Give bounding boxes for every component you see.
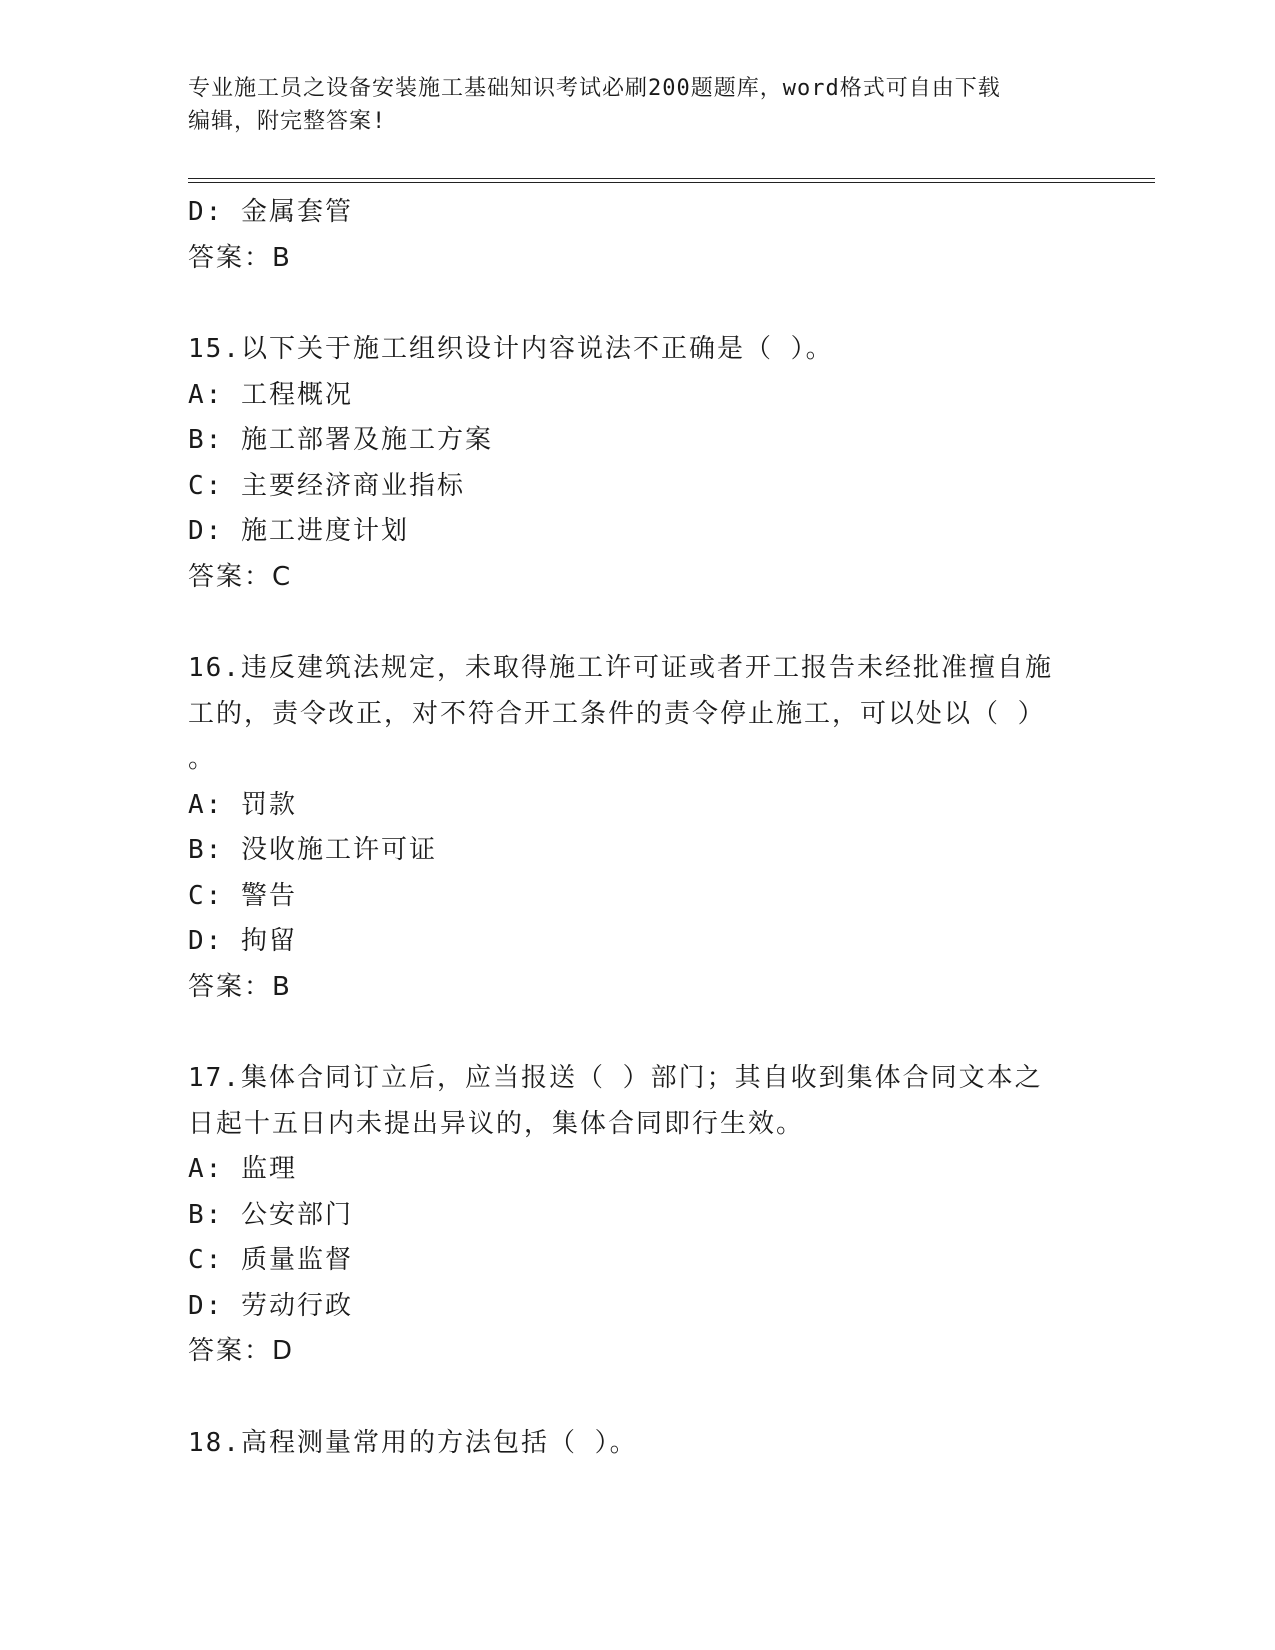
question-18 (188, 1421, 1088, 1467)
spacer (188, 600, 1088, 646)
document-header (188, 72, 1078, 138)
question-stem: 16.违反建筑法规定，未取得施工许可证或者开工报告未经批准擅自施 (188, 653, 1053, 683)
answer: 答案：B (188, 971, 292, 1002)
option-b: B: 施工部署及施工方案 (188, 425, 493, 455)
question-stem: 日起十五日内未提出异议的，集体合同即行生效。 (188, 1108, 805, 1139)
answer: 答案：D (188, 1336, 295, 1366)
option-c: C: 主要经济商业指标 (188, 470, 465, 501)
option-d: D: 施工进度计划 (188, 516, 409, 546)
spacer (188, 1375, 1088, 1421)
answer: 答案：C (188, 561, 293, 592)
question-17 (188, 1056, 1088, 1375)
question-stem: 。 (188, 744, 217, 774)
option-b: B: 没收施工许可证 (188, 835, 437, 865)
question-stem: 15.以下关于施工组织设计内容说法不正确是（ ）。 (188, 334, 834, 364)
option-c: C: 质量监督 (188, 1245, 353, 1275)
option-a: A: 监理 (188, 1154, 297, 1184)
option-c: C: 警告 (188, 880, 297, 911)
question-16 (188, 646, 1088, 1010)
option-d: D: 拘留 (188, 926, 297, 956)
header-line-2: 编辑，附完整答案! (188, 109, 387, 134)
header-rule-top (188, 178, 1155, 179)
question-stem: 18.高程测量常用的方法包括（ ）。 (188, 1427, 638, 1458)
header-rule-bottom (188, 182, 1155, 183)
document-body (188, 190, 1088, 1466)
option-d: D: 劳动行政 (188, 1290, 353, 1321)
spacer (188, 1010, 1088, 1056)
answer: 答案：B (188, 242, 292, 273)
option-a: A: 工程概况 (188, 379, 353, 410)
question-15 (188, 327, 1088, 600)
spacer (188, 281, 1088, 327)
option-b: B: 公安部门 (188, 1199, 353, 1230)
header-line-1: 专业施工员之设备安装施工基础知识考试必刷200题题库，word格式可自由下载 (188, 76, 1001, 101)
question-stem: 17.集体合同订立后，应当报送（ ）部门；其自收到集体合同文本之 (188, 1063, 1043, 1093)
option-a: A: 罚款 (188, 789, 297, 820)
question-stem: 工的，责令改正，对不符合开工条件的责令停止施工，可以处以（ ） (188, 698, 1046, 729)
option-d: D: 金属套管 (188, 197, 353, 227)
